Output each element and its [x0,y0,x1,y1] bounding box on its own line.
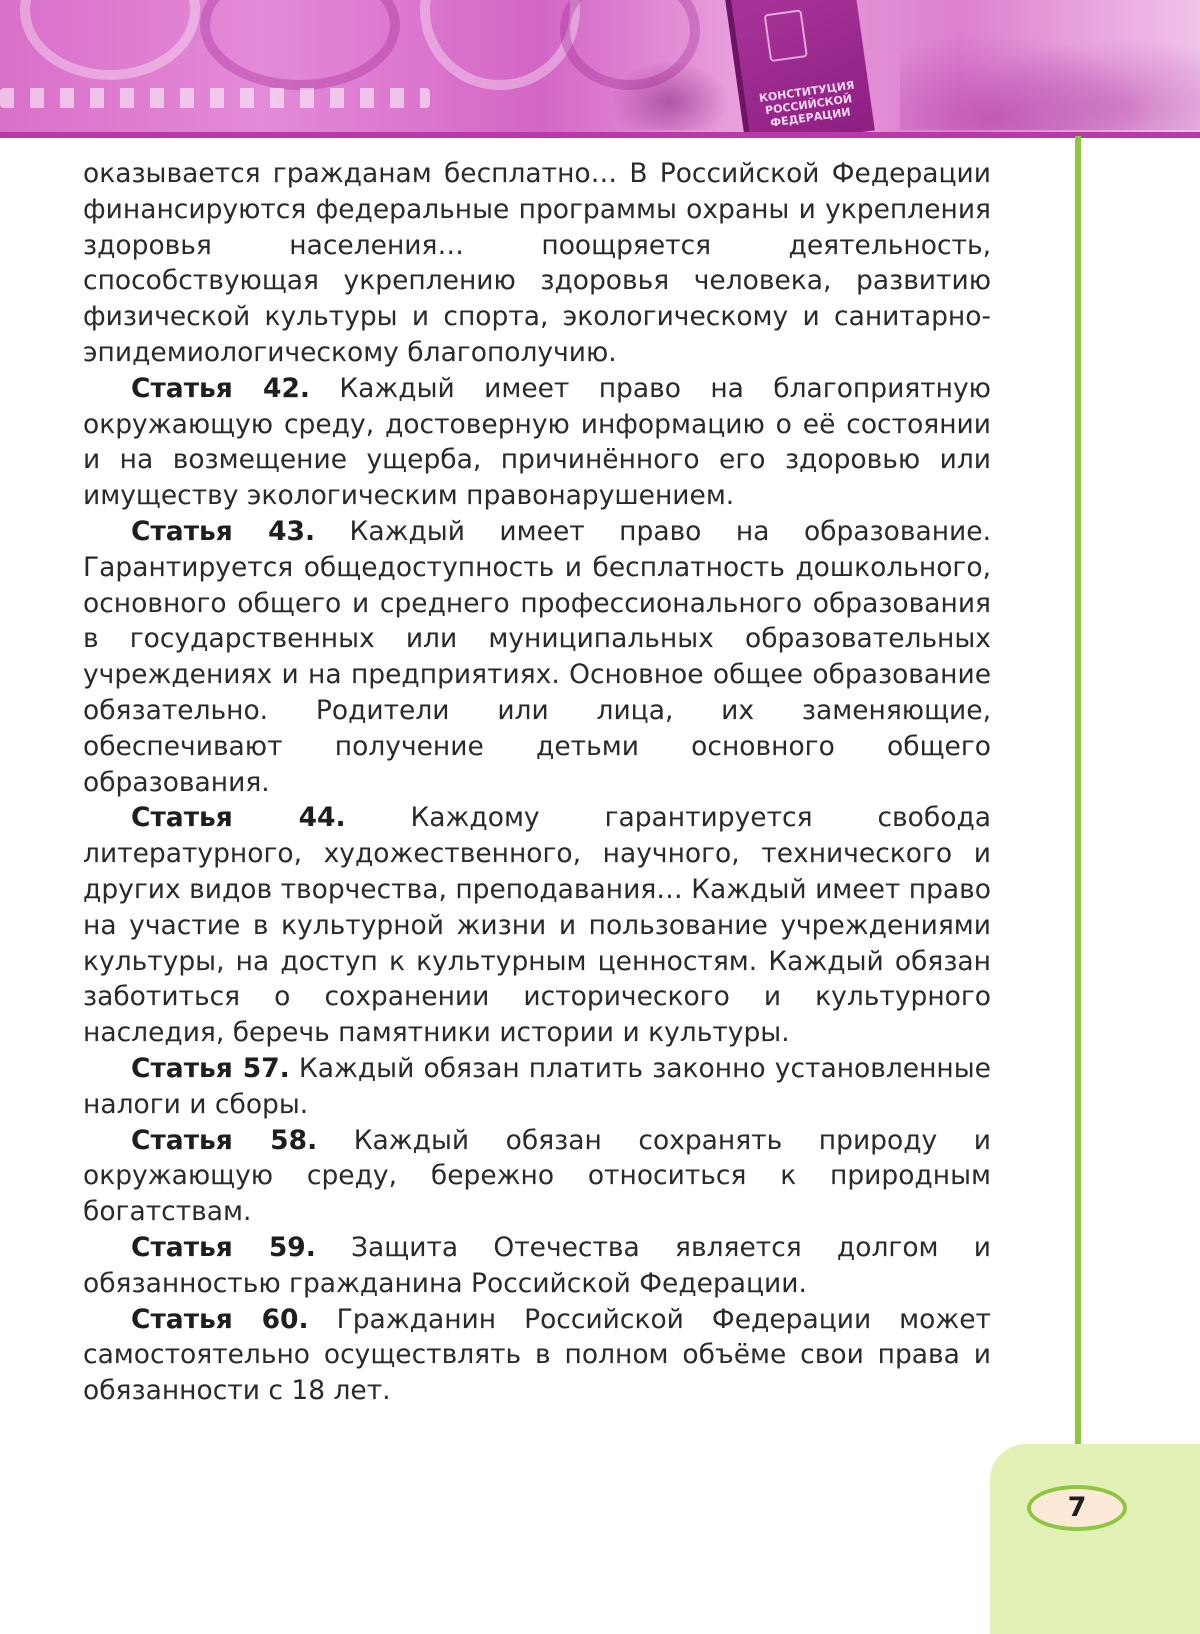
article-label: Статья 60. [131,1303,309,1335]
header-border [0,132,1200,138]
article-label: Статья 58. [131,1124,318,1156]
article-58 [83,1123,991,1230]
article-60 [83,1302,991,1409]
ornament-decoration [200,0,400,90]
constitution-book-image [725,0,875,132]
article-text: Каждому гарантируется свобода литературного, художественного, научного, технического и других видов творчества, преподавания… Каждый имеет право на участие в культурной жизни и пользование учреждениями культуры, на доступ к культурным ценностям. Каждый обязан заботиться о сохранении исторического и культурного наследия, беречь памятники истории и культуры. [83,802,992,1049]
header-banner [0,0,1200,132]
article-text: Каждый обязан сохранять природу и окружающую среду, бережно относиться к природным богатствам. [83,1124,991,1228]
article-text: Каждый имеет право на образование. Гарантируется общедоступность и бесплатность дошкольного, основного общего и среднего профессионального образования в государственных или муниципальных образовательных учреждениях и на предприятиях. Основное общее образование обязательно. Родители или лица, их заменяющие, обеспечивают получение детьми основного общего образования. [83,515,991,798]
ornament-decoration [20,0,200,80]
page-corner-tab [990,1444,1200,1634]
book-cover-title: КОНСТИТУЦИЯ РОССИЙСКОЙ ФЕДЕРАЦИИ [758,78,856,130]
bead-border-decoration [0,88,430,108]
eagle-emblem-icon [610,60,730,130]
article-43 [83,514,991,800]
article-text: Каждый обязан платить законно установленные налоги и сборы. [83,1052,991,1120]
article-label: Статья 42. [131,372,310,404]
main-text [83,156,991,1409]
margin-line [1075,136,1081,1480]
article-text: Защита Отечества является долгом и обязанностью гражданина Российской Федерации. [83,1231,991,1299]
page-number: 7 [1027,1485,1127,1531]
ornament-decoration [420,0,580,90]
coat-of-arms-icon [764,9,808,62]
article-57 [83,1051,991,1123]
article-42 [83,371,991,514]
article-text: Гражданин Российской Федерации может самостоятельно осуществлять в полном объёме свои права и обязанности с 18 лет. [83,1303,991,1407]
article-label: Статья 57. [131,1052,290,1084]
article-label: Статья 44. [131,802,346,834]
article-59 [83,1230,991,1302]
article-44 [83,800,991,1051]
article-label: Статья 59. [131,1231,316,1263]
intro-paragraph: оказывается гражданам бесплатно… В Российской Федерации финансируются федеральные программы охраны и укрепления здоровья населения… поощряется деятельность, способствующая укреплению здоровья человека, развитию физической культуры и спорта, экологическому и санитарно-эпидемиологическому благополучию. [83,158,991,368]
monument-image [900,10,1200,130]
article-text: Каждый имеет право на благоприятную окружающую среду, достоверную информацию о её состоянии и на возмещение ущерба, причинённого его здоровью или имуществу экологическим правонарушением. [83,372,991,512]
article-label: Статья 43. [131,515,316,547]
